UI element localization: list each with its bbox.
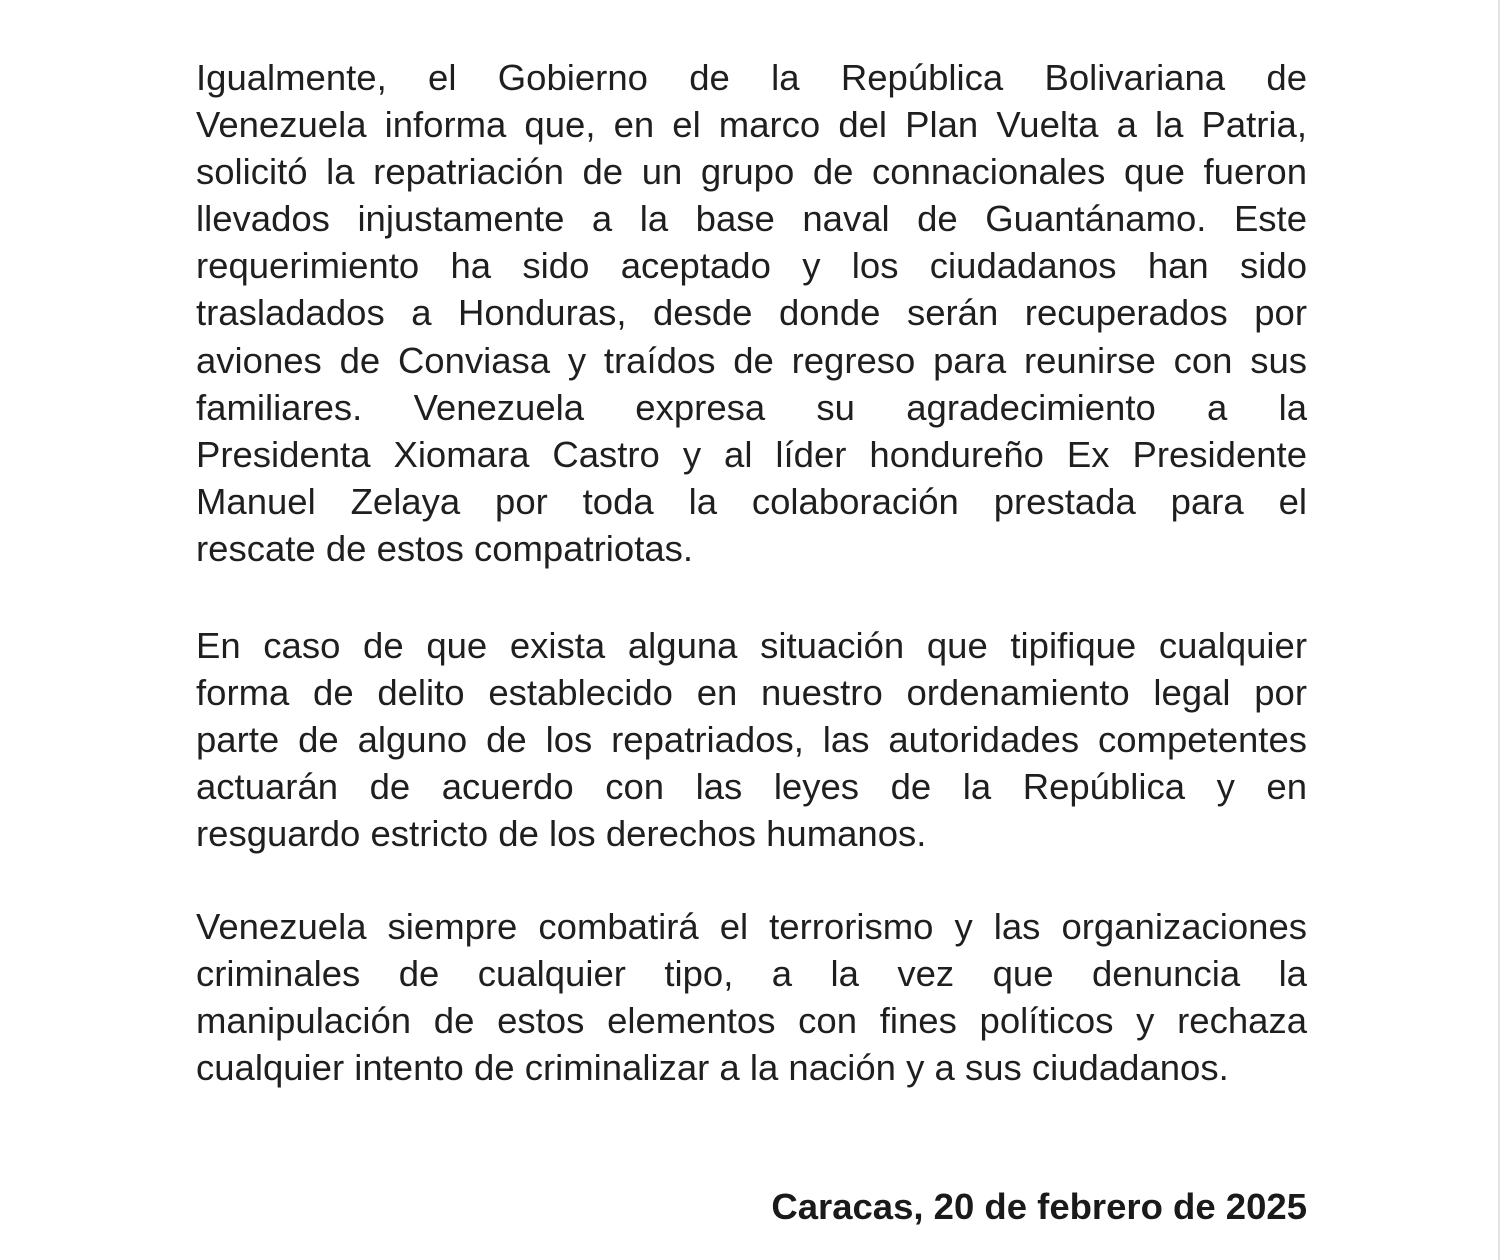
text-line: Venezuela informa que, en el marco del Plan Vuelta a la Patria, — [196, 104, 1307, 146]
place-date-signature: Caracas, 20 de febrero de 2025 — [771, 1186, 1307, 1227]
text-line: En caso de que exista alguna situación que tipifique cualquier — [196, 625, 1307, 666]
text-line: manipulación de estos elementos con fines políticos y rechaza — [196, 1000, 1307, 1042]
text-line: Igualmente, el Gobierno de la República Bolivariana de — [196, 57, 1307, 98]
text-line: familiares. Venezuela expresa su agradecimiento a la — [196, 386, 1307, 428]
text-line: rescate de estos compatriotas. — [196, 527, 694, 569]
text-line: resguardo estricto de los derechos humanos. — [196, 813, 927, 855]
paragraph-legal-action — [196, 622, 1307, 857]
text-line: llevados injustamente a la base naval de Guantánamo. Este — [196, 198, 1307, 240]
paragraph-repatriation — [196, 54, 1307, 572]
text-line: actuarán de acuerdo con las leyes de la República y en — [196, 766, 1307, 808]
text-line: aviones de Conviasa y traídos de regreso para reunirse con sus — [196, 339, 1307, 381]
text-line: forma de delito establecido en nuestro ordenamiento legal por — [196, 672, 1307, 714]
text-line: Presidenta Xiomara Castro y al líder hondureño Ex Presidente — [196, 433, 1307, 475]
text-line: solicitó la repatriación de un grupo de connacionales que fueron — [196, 151, 1307, 193]
paragraph-terrorism-statement — [196, 903, 1307, 1091]
text-line: requerimiento ha sido aceptado y los ciudadanos han sido — [196, 245, 1307, 287]
text-line: Manuel Zelaya por toda la colaboración prestada para el — [196, 480, 1307, 522]
text-line: cualquier intento de criminalizar a la nación y a sus ciudadanos. — [196, 1047, 1229, 1089]
text-line: Venezuela siempre combatirá el terrorismo y las organizaciones — [196, 906, 1307, 947]
text-line: criminales de cualquier tipo, a la vez que denuncia la — [196, 953, 1307, 995]
text-line: trasladados a Honduras, desde donde serán recuperados por — [196, 292, 1307, 334]
text-line: parte de alguno de los repatriados, las autoridades competentes — [196, 719, 1307, 761]
